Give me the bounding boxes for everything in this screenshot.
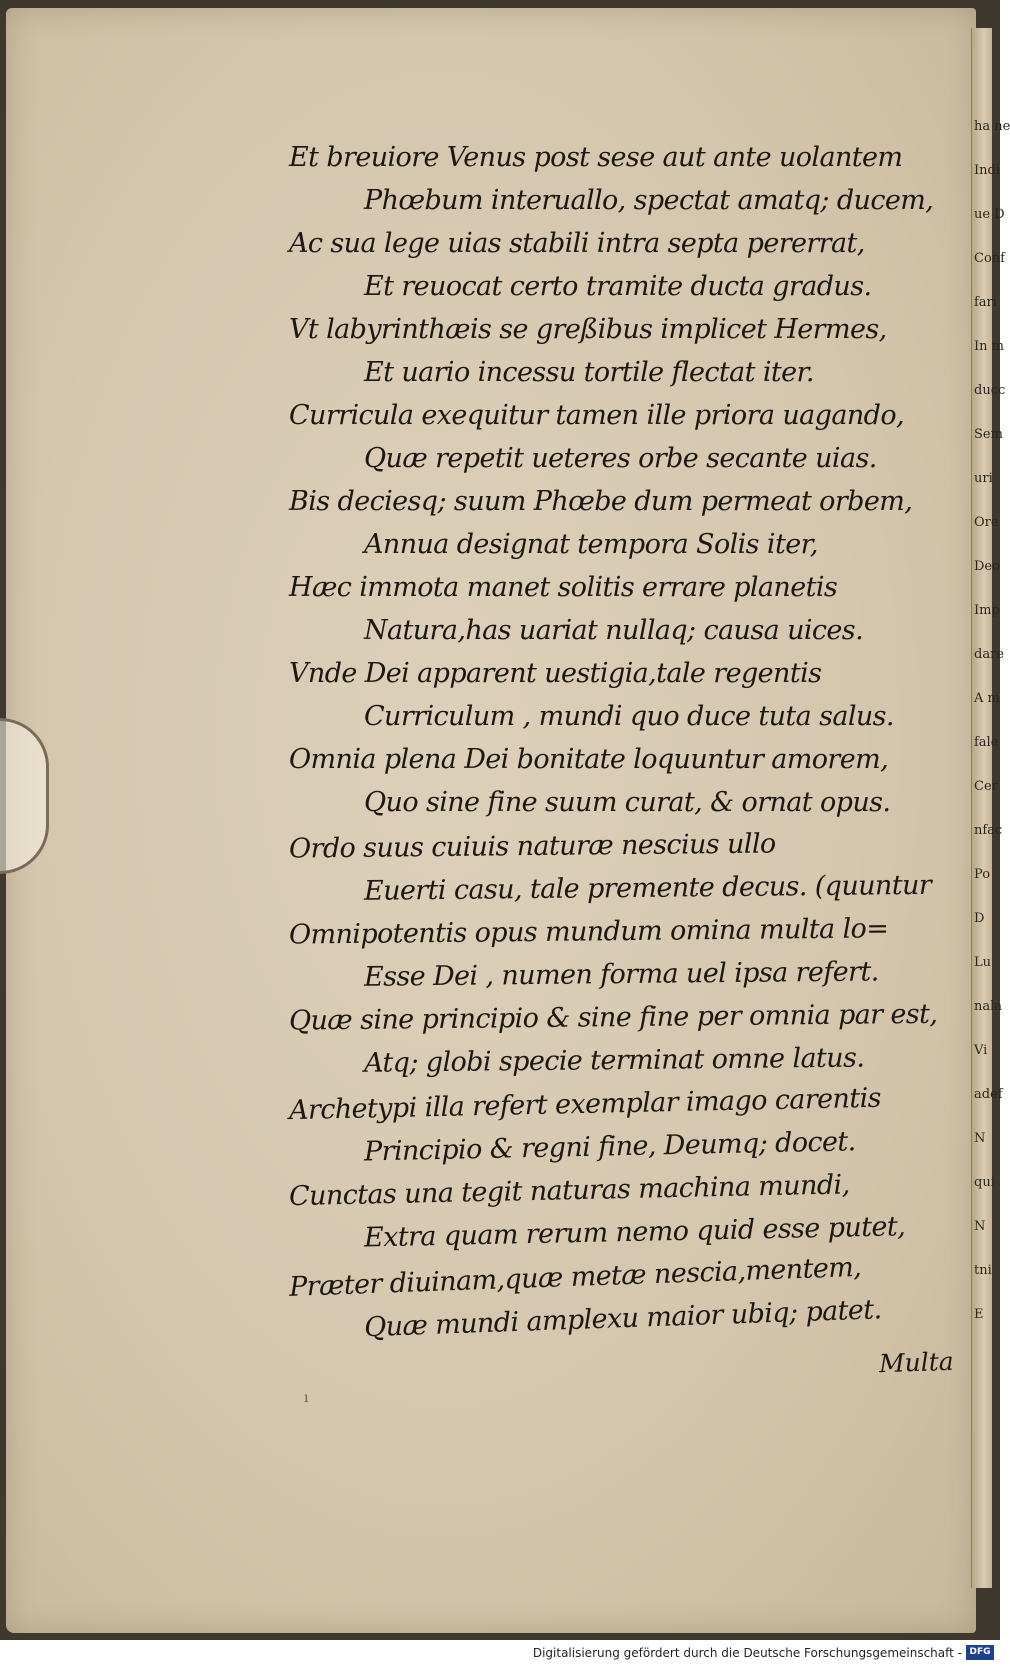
facing-page-fragment: Po: [974, 867, 991, 882]
digitization-credit: Digitalisierung gefördert durch die Deutsche Forschungsgemeinschaft -: [532, 1646, 962, 1660]
dfg-logo: DFG: [966, 1645, 994, 1660]
facing-page-fragment: ue D: [974, 207, 1005, 222]
facing-page-fragment: Vi: [974, 1043, 988, 1058]
bookmark-ribbon: [0, 718, 49, 874]
verse-line: Cunctas una tegit naturas machina mundi,: [288, 1169, 850, 1213]
facing-page-fragment: dare: [974, 647, 1004, 662]
facing-page-fragment: Ore: [974, 515, 999, 530]
verse-line: Quæ repetit ueteres orbe secante uias.: [364, 443, 877, 474]
verse-line: Bis deciesq; suum Phœbe dum permeat orbem,: [289, 486, 913, 517]
verse-text-block: [288, 136, 969, 1344]
verse-line: Euerti casu, tale premente decus. (quuntur: [363, 869, 932, 907]
facing-page-fragment: fari: [974, 295, 997, 310]
facing-page-fragments: [974, 119, 1010, 1322]
catchword: Multa: [878, 1346, 955, 1379]
verse-line: Archetypi illa refert exemplar imago carentis: [288, 1082, 882, 1127]
facing-page-fragment: Imp: [974, 603, 1000, 618]
facing-page-fragment: nfac: [974, 823, 1003, 838]
verse-line: Natura,has uariat nullaq; causa uices.: [364, 615, 864, 646]
facing-page-fragment: Indi: [974, 163, 1000, 178]
facing-page-fragment: N: [974, 1131, 986, 1146]
facing-page-fragment: Sem: [974, 427, 1003, 442]
verse-line: Vnde Dei apparent uestigia,tale regentis: [289, 658, 822, 689]
verse-line: Phœbum interuallo, spectat amatq; ducem,: [364, 185, 934, 216]
facing-page-fragment: qui: [974, 1175, 995, 1190]
verse-line: Quæ sine principio & sine fine per omnia par est,: [288, 998, 938, 1037]
verse-line: Ordo suus cuiuis naturæ nescius ullo: [288, 828, 776, 865]
verse-line: Omnia plena Dei bonitate loquuntur amorem,: [289, 744, 889, 775]
verse-line: Præter diuinam,quæ metæ nescia,mentem,: [288, 1251, 862, 1303]
verse-line: Annua designat tempora Solis iter,: [364, 529, 818, 560]
facing-page-fragment: nala: [974, 999, 1003, 1014]
verse-line: Curriculum , mundi quo duce tuta salus.: [364, 701, 894, 732]
facing-page-fragment: Lu: [974, 955, 992, 970]
verse-line: Esse Dei , numen forma uel ipsa refert.: [363, 956, 879, 993]
facing-page-fragment: tni: [974, 1263, 992, 1278]
facing-page-fragment: E: [974, 1307, 984, 1322]
verse-line: Vt labyrinthæis se greßibus implicet Hermes,: [289, 314, 887, 345]
verse-line: Et uario incessu tortile flectat iter.: [364, 357, 814, 388]
facing-page-fragment: A m: [974, 691, 1000, 706]
facing-page-fragment: N: [974, 1219, 986, 1234]
verse-line: Quæ mundi amplexu maior ubiq; patet.: [363, 1294, 882, 1344]
facing-page-fragment: uri: [974, 471, 993, 486]
facing-page-fragment: In m: [974, 339, 1004, 354]
verse-line: Hæc immota manet solitis errare planetis: [289, 572, 838, 603]
verse-line: Atq; globi specie terminat omne latus.: [363, 1042, 865, 1079]
footer-bar: [0, 1640, 1000, 1666]
facing-page-fragment: ha ne: [974, 119, 1010, 134]
facing-page-fragment: D: [974, 911, 985, 926]
facing-page-fragment: Conf: [974, 251, 1005, 266]
margin-mark: ı: [304, 1390, 309, 1406]
verse-line: Ac sua lege uias stabili intra septa pererrat,: [289, 228, 865, 259]
facing-page-fragment: ducc: [974, 383, 1006, 398]
verse-line: Et reuocat certo tramite ducta gradus.: [364, 271, 872, 302]
facing-page-fragment: Deo: [974, 559, 1000, 574]
verse-line: Omnipotentis opus mundum omina multa lo=: [288, 913, 889, 951]
facing-page-fragment: fale: [974, 735, 999, 750]
verse-line: Curricula exequitur tamen ille priora uagando,: [289, 400, 904, 431]
facing-page-fragment: Cer: [974, 779, 998, 794]
verse-line: Quo sine fine suum curat, & ornat opus.: [364, 787, 891, 818]
verse-line: Extra quam rerum nemo quid esse putet,: [363, 1211, 906, 1254]
verse-line: Et breuiore Venus post sese aut ante uolantem: [289, 142, 903, 173]
verse-line: Principio & regni fine, Deumq; docet.: [363, 1126, 856, 1168]
facing-page-fragment: adef: [974, 1087, 1003, 1102]
book-page: [6, 8, 976, 1633]
